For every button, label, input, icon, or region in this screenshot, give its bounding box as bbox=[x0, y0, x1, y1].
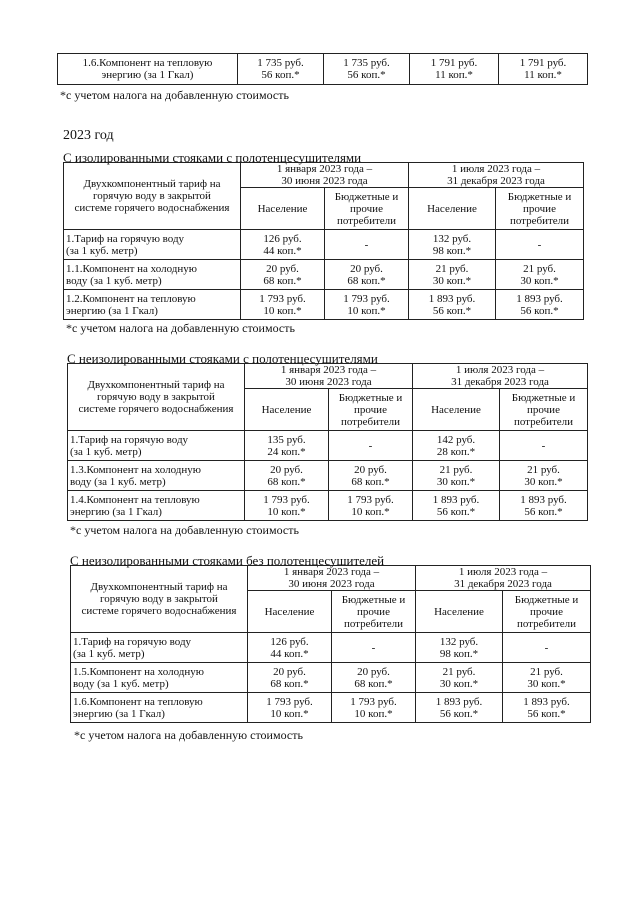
value-cell: 1 793 руб. 10 коп.* bbox=[332, 693, 416, 723]
top-tariff-table bbox=[57, 53, 588, 85]
section-title: С неизолированными стояками с полотенцесушителями bbox=[67, 351, 378, 366]
tariff-table-1 bbox=[63, 162, 584, 320]
row-label: 1.6.Компонент на тепловую энергию (за 1 Гкал) bbox=[58, 54, 238, 85]
footnote: *с учетом налога на добавленную стоимость bbox=[60, 88, 289, 102]
tariff-header: Двухкомпонентный тариф на горячую воду в закрытой системе горячего водоснабжения bbox=[64, 163, 241, 230]
table-header-row bbox=[71, 566, 591, 591]
value-cell: 20 руб. 68 коп.* bbox=[248, 663, 332, 693]
year-heading: 2023 год bbox=[63, 128, 114, 143]
section-title: С изолированными стояками с полотенцесушителями bbox=[63, 150, 362, 165]
table-row bbox=[58, 54, 588, 85]
period-header: 1 января 2023 года – 30 июня 2023 года bbox=[241, 163, 409, 188]
tariff-header: Двухкомпонентный тариф на горячую воду в закрытой системе горячего водоснабжения bbox=[68, 364, 245, 431]
row-label: 1.Тариф на горячую воду (за 1 куб. метр) bbox=[64, 230, 241, 260]
period-header: 1 июля 2023 года – 31 декабря 2023 года bbox=[416, 566, 591, 591]
value-cell: - bbox=[332, 633, 416, 663]
value-cell: 20 руб. 68 коп.* bbox=[329, 461, 413, 491]
footnote: *с учетом налога на добавленную стоимость bbox=[74, 728, 303, 742]
value-cell: 132 руб. 98 коп.* bbox=[416, 633, 503, 663]
period-header: 1 июля 2023 года – 31 декабря 2023 года bbox=[413, 364, 588, 389]
column-header: Население bbox=[416, 591, 503, 633]
column-header: Бюджетные и прочие потребители bbox=[329, 389, 413, 431]
column-header: Бюджетные и прочие потребители bbox=[496, 188, 584, 230]
column-header: Бюджетные и прочие потребители bbox=[325, 188, 409, 230]
value-cell: 21 руб. 30 коп.* bbox=[503, 663, 591, 693]
column-header: Бюджетные и прочие потребители bbox=[332, 591, 416, 633]
value-cell: - bbox=[329, 431, 413, 461]
table-row bbox=[64, 260, 584, 290]
value-cell: - bbox=[503, 633, 591, 663]
value-cell: - bbox=[496, 230, 584, 260]
value-cell: 1 793 руб. 10 коп.* bbox=[325, 290, 409, 320]
column-header: Бюджетные и прочие потребители bbox=[503, 591, 591, 633]
value-cell: 21 руб. 30 коп.* bbox=[416, 663, 503, 693]
tariff-header: Двухкомпонентный тариф на горячую воду в закрытой системе горячего водоснабжения bbox=[71, 566, 248, 633]
row-label: 1.6.Компонент на тепловую энергию (за 1 Гкал) bbox=[71, 693, 248, 723]
value-cell: 1 893 руб. 56 коп.* bbox=[409, 290, 496, 320]
table-header-row bbox=[68, 364, 588, 389]
table-row bbox=[68, 461, 588, 491]
value-cell: 20 руб. 68 коп.* bbox=[245, 461, 329, 491]
value-cell: 142 руб. 28 коп.* bbox=[413, 431, 500, 461]
value-cell: - bbox=[325, 230, 409, 260]
value-cell: 135 руб. 24 коп.* bbox=[245, 431, 329, 461]
footnote: *с учетом налога на добавленную стоимость bbox=[66, 321, 295, 335]
period-header: 1 января 2023 года – 30 июня 2023 года bbox=[248, 566, 416, 591]
footnote: *с учетом налога на добавленную стоимость bbox=[70, 523, 299, 537]
value-cell: 1 793 руб. 10 коп.* bbox=[241, 290, 325, 320]
table-row bbox=[64, 230, 584, 260]
column-header: Население bbox=[241, 188, 325, 230]
value-cell: 1 893 руб. 56 коп.* bbox=[416, 693, 503, 723]
value-cell: 1 893 руб. 56 коп.* bbox=[500, 491, 588, 521]
value-cell: 21 руб. 30 коп.* bbox=[500, 461, 588, 491]
value-cell: 1 893 руб. 56 коп.* bbox=[496, 290, 584, 320]
row-label: 1.3.Компонент на холодную воду (за 1 куб. метр) bbox=[68, 461, 245, 491]
table-row bbox=[71, 633, 591, 663]
row-label: 1.5.Компонент на холодную воду (за 1 куб. метр) bbox=[71, 663, 248, 693]
value-cell: 20 руб. 68 коп.* bbox=[325, 260, 409, 290]
value-cell: 21 руб. 30 коп.* bbox=[409, 260, 496, 290]
value-cell: 21 руб. 30 коп.* bbox=[413, 461, 500, 491]
column-header: Население bbox=[413, 389, 500, 431]
column-header: Бюджетные и прочие потребители bbox=[500, 389, 588, 431]
value-cell: 1 793 руб. 10 коп.* bbox=[248, 693, 332, 723]
row-label: 1.1.Компонент на холодную воду (за 1 куб. метр) bbox=[64, 260, 241, 290]
column-header: Население bbox=[245, 389, 329, 431]
row-label: 1.4.Компонент на тепловую энергию (за 1 Гкал) bbox=[68, 491, 245, 521]
value-cell: 126 руб. 44 коп.* bbox=[241, 230, 325, 260]
value-cell: 1 793 руб. 10 коп.* bbox=[245, 491, 329, 521]
value-cell: 1 735 руб. 56 коп.* bbox=[238, 54, 324, 85]
value-cell: 20 руб. 68 коп.* bbox=[332, 663, 416, 693]
table-row bbox=[68, 431, 588, 461]
row-label: 1.2.Компонент на тепловую энергию (за 1 Гкал) bbox=[64, 290, 241, 320]
value-cell: 1 735 руб. 56 коп.* bbox=[324, 54, 410, 85]
column-header: Население bbox=[248, 591, 332, 633]
table-row bbox=[68, 491, 588, 521]
row-label: 1.Тариф на горячую воду (за 1 куб. метр) bbox=[71, 633, 248, 663]
row-label: 1.Тариф на горячую воду (за 1 куб. метр) bbox=[68, 431, 245, 461]
value-cell: - bbox=[500, 431, 588, 461]
value-cell: 21 руб. 30 коп.* bbox=[496, 260, 584, 290]
value-cell: 20 руб. 68 коп.* bbox=[241, 260, 325, 290]
value-cell: 1 793 руб. 10 коп.* bbox=[329, 491, 413, 521]
tariff-table-2 bbox=[67, 363, 588, 521]
period-header: 1 июля 2023 года – 31 декабря 2023 года bbox=[409, 163, 584, 188]
table-header-row bbox=[64, 163, 584, 188]
table-row bbox=[64, 290, 584, 320]
value-cell: 1 893 руб. 56 коп.* bbox=[503, 693, 591, 723]
section-title: С неизолированными стояками без полотенцесушителей bbox=[70, 553, 385, 568]
value-cell: 126 руб. 44 коп.* bbox=[248, 633, 332, 663]
column-header: Население bbox=[409, 188, 496, 230]
tariff-table-3 bbox=[70, 565, 591, 723]
table-row bbox=[71, 663, 591, 693]
period-header: 1 января 2023 года – 30 июня 2023 года bbox=[245, 364, 413, 389]
value-cell: 1 791 руб. 11 коп.* bbox=[410, 54, 499, 85]
value-cell: 132 руб. 98 коп.* bbox=[409, 230, 496, 260]
value-cell: 1 791 руб. 11 коп.* bbox=[499, 54, 588, 85]
value-cell: 1 893 руб. 56 коп.* bbox=[413, 491, 500, 521]
table-row bbox=[71, 693, 591, 723]
